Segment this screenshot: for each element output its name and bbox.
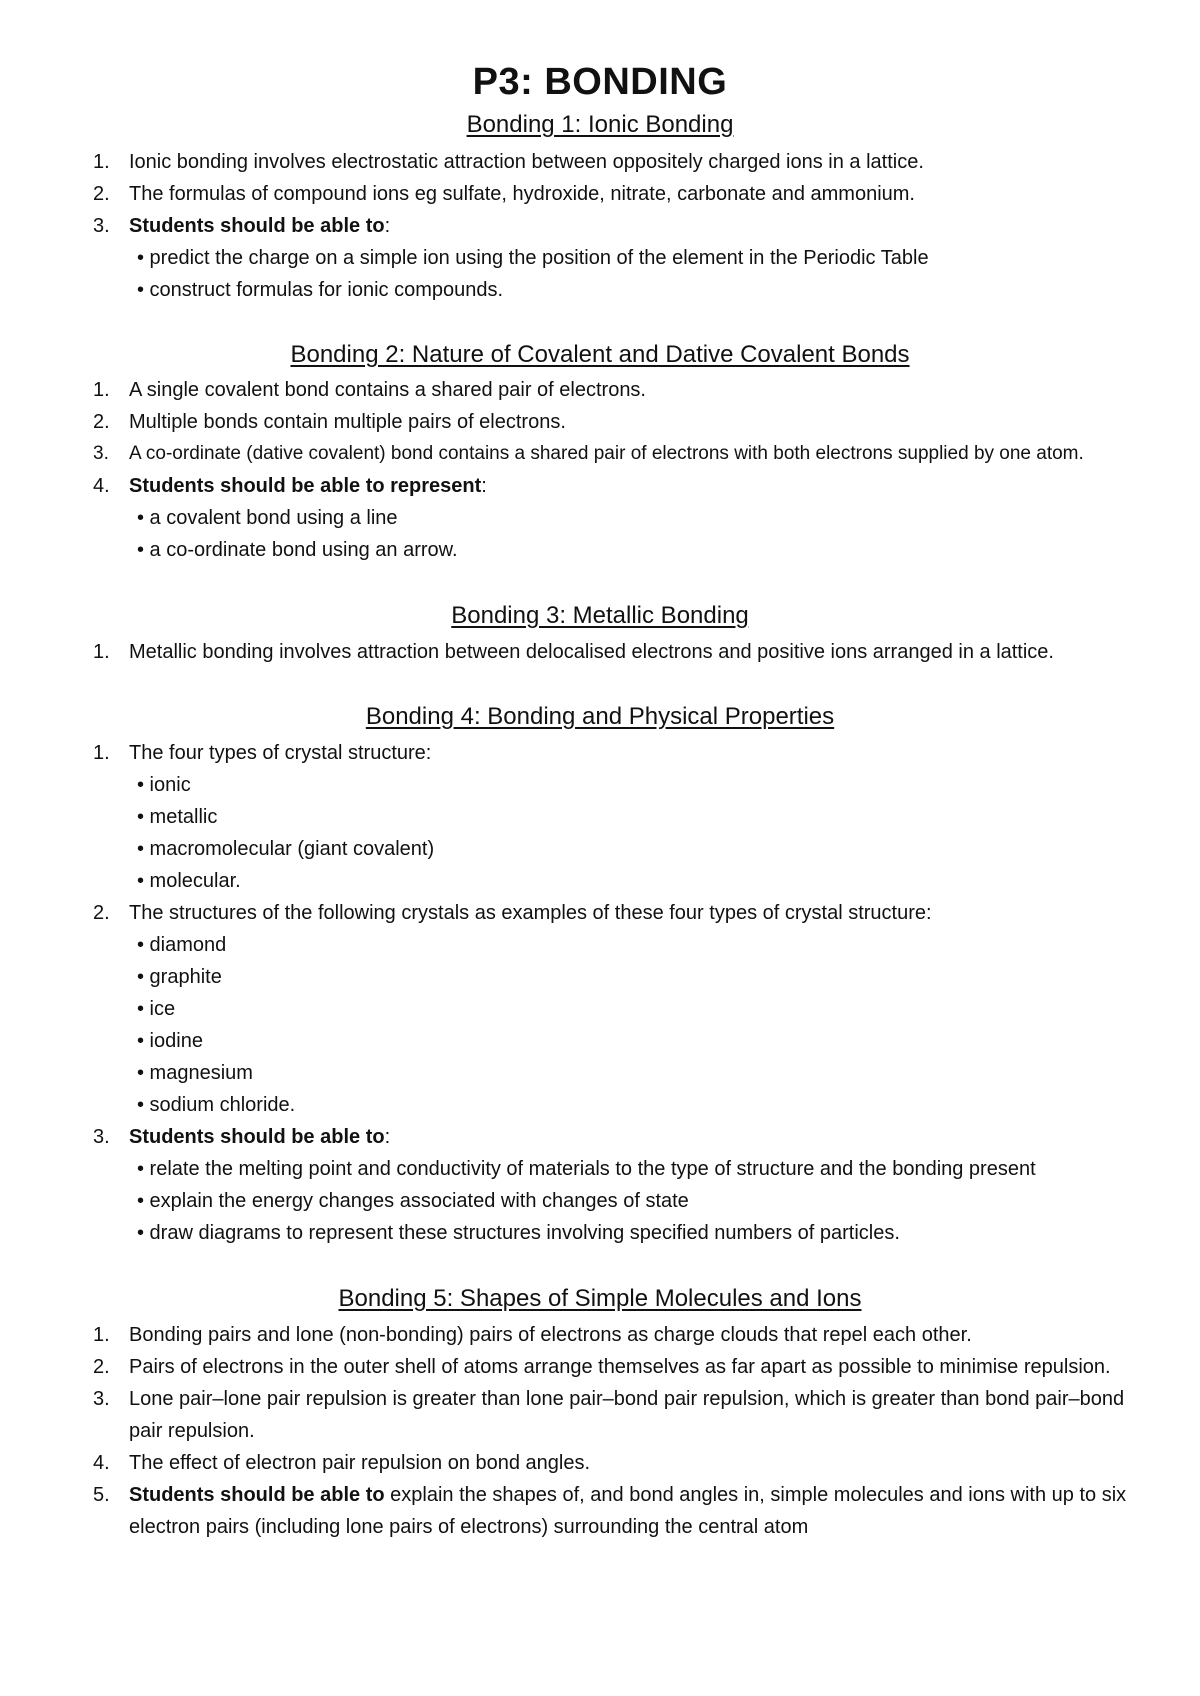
item-number: 5. (93, 1484, 110, 1506)
item-text: Lone pair–lone pair repulsion is greater than lone pair–bond pair repulsion, which is greater than bond pair–bond (129, 1388, 1125, 1410)
item-bold-text: Students should be able to (129, 1484, 385, 1506)
section-heading-molecule-shapes: Bonding 5: Shapes of Simple Molecules and Ions (338, 1285, 862, 1312)
item-number: 1. (93, 641, 110, 663)
item-text (129, 1479, 1126, 1511)
item-bold-text: Students should be able to (129, 215, 385, 237)
item-rest-text: explain the shapes of, and bond angles in, simple molecules and ions with up to six (384, 1484, 1127, 1506)
item-text: Ionic bonding involves electrostatic attraction between oppositely charged ions in a lattice. (129, 151, 924, 173)
bullet-item: • iodine (137, 1030, 203, 1052)
bullet-item: • relate the melting point and conductivity of materials to the type of structure and the bonding present (137, 1158, 1036, 1180)
item-number: 3. (93, 1126, 110, 1148)
bullet-item: • graphite (137, 966, 222, 988)
section-heading-physical-properties: Bonding 4: Bonding and Physical Properties (365, 703, 835, 730)
item-number: 3. (93, 215, 110, 237)
bullet-item: • construct formulas for ionic compounds. (137, 279, 504, 301)
bullet-item: • predict the charge on a simple ion using the position of the element in the Periodic Table (137, 247, 929, 269)
item-text (129, 470, 487, 502)
bullet-item: • metallic (137, 806, 218, 828)
bullet-item: • magnesium (137, 1062, 253, 1084)
item-text: The four types of crystal structure: (129, 742, 432, 764)
item-number: 4. (93, 1452, 110, 1474)
item-number: 3. (93, 443, 109, 464)
item-text-continuation: pair repulsion. (129, 1420, 255, 1442)
item-text: Multiple bonds contain multiple pairs of electrons. (129, 411, 566, 433)
item-number: 1. (93, 1324, 110, 1346)
bullet-item: • a covalent bond using a line (137, 507, 398, 529)
item-number: 1. (93, 151, 110, 173)
item-text (129, 1121, 390, 1153)
item-text: The structures of the following crystals as examples of these four types of crystal structure: (129, 902, 932, 924)
item-bold-text: Students should be able to represent (129, 475, 482, 497)
section-heading-covalent-bonds: Bonding 2: Nature of Covalent and Dative Covalent Bonds (290, 341, 910, 368)
item-rest-text: : (481, 475, 487, 497)
item-number: 2. (93, 183, 110, 205)
bullet-item: • sodium chloride. (137, 1094, 296, 1116)
bullet-item: • a co-ordinate bond using an arrow. (137, 539, 458, 561)
bullet-item: • draw diagrams to represent these structures involving specified numbers of particles. (137, 1222, 900, 1244)
item-text: Metallic bonding involves attraction between delocalised electrons and positive ions arranged in a lattice. (129, 641, 1054, 663)
item-rest-text: : (384, 215, 391, 237)
item-text: A single covalent bond contains a shared pair of electrons. (129, 379, 646, 401)
item-text: Bonding pairs and lone (non-bonding) pairs of electrons as charge clouds that repel each other. (129, 1324, 972, 1346)
item-number: 3. (93, 1388, 110, 1410)
bullet-item: • ice (137, 998, 176, 1020)
item-text: Pairs of electrons in the outer shell of atoms arrange themselves as far apart as possible to minimise repulsion. (129, 1356, 1111, 1378)
bullet-item: • explain the energy changes associated with changes of state (137, 1190, 689, 1212)
section-heading-metallic-bonding: Bonding 3: Metallic Bonding (451, 602, 749, 629)
item-rest-text: : (384, 1126, 391, 1148)
bullet-item: • macromolecular (giant covalent) (137, 838, 435, 860)
item-number: 2. (93, 902, 110, 924)
item-text: A co-ordinate (dative covalent) bond contains a shared pair of electrons with both electrons supplied by one atom. (129, 443, 1084, 464)
item-number: 1. (93, 379, 110, 401)
item-text: The formulas of compound ions eg sulfate, hydroxide, nitrate, carbonate and ammonium. (129, 183, 915, 205)
item-number: 1. (93, 742, 110, 764)
section-heading-ionic-bonding: Bonding 1: Ionic Bonding (466, 111, 734, 138)
page-title: P3: BONDING (472, 61, 728, 103)
item-text (129, 210, 390, 242)
bullet-item: • diamond (137, 934, 227, 956)
item-bold-text: Students should be able to (129, 1126, 385, 1148)
item-number: 2. (93, 1356, 110, 1378)
bullet-item: • molecular. (137, 870, 241, 892)
item-text-continuation: electron pairs (including lone pairs of electrons) surrounding the central atom (129, 1516, 809, 1538)
bullet-item: • ionic (137, 774, 191, 796)
item-text: The effect of electron pair repulsion on bond angles. (129, 1452, 591, 1474)
item-number: 2. (93, 411, 110, 433)
item-number: 4. (93, 475, 110, 497)
